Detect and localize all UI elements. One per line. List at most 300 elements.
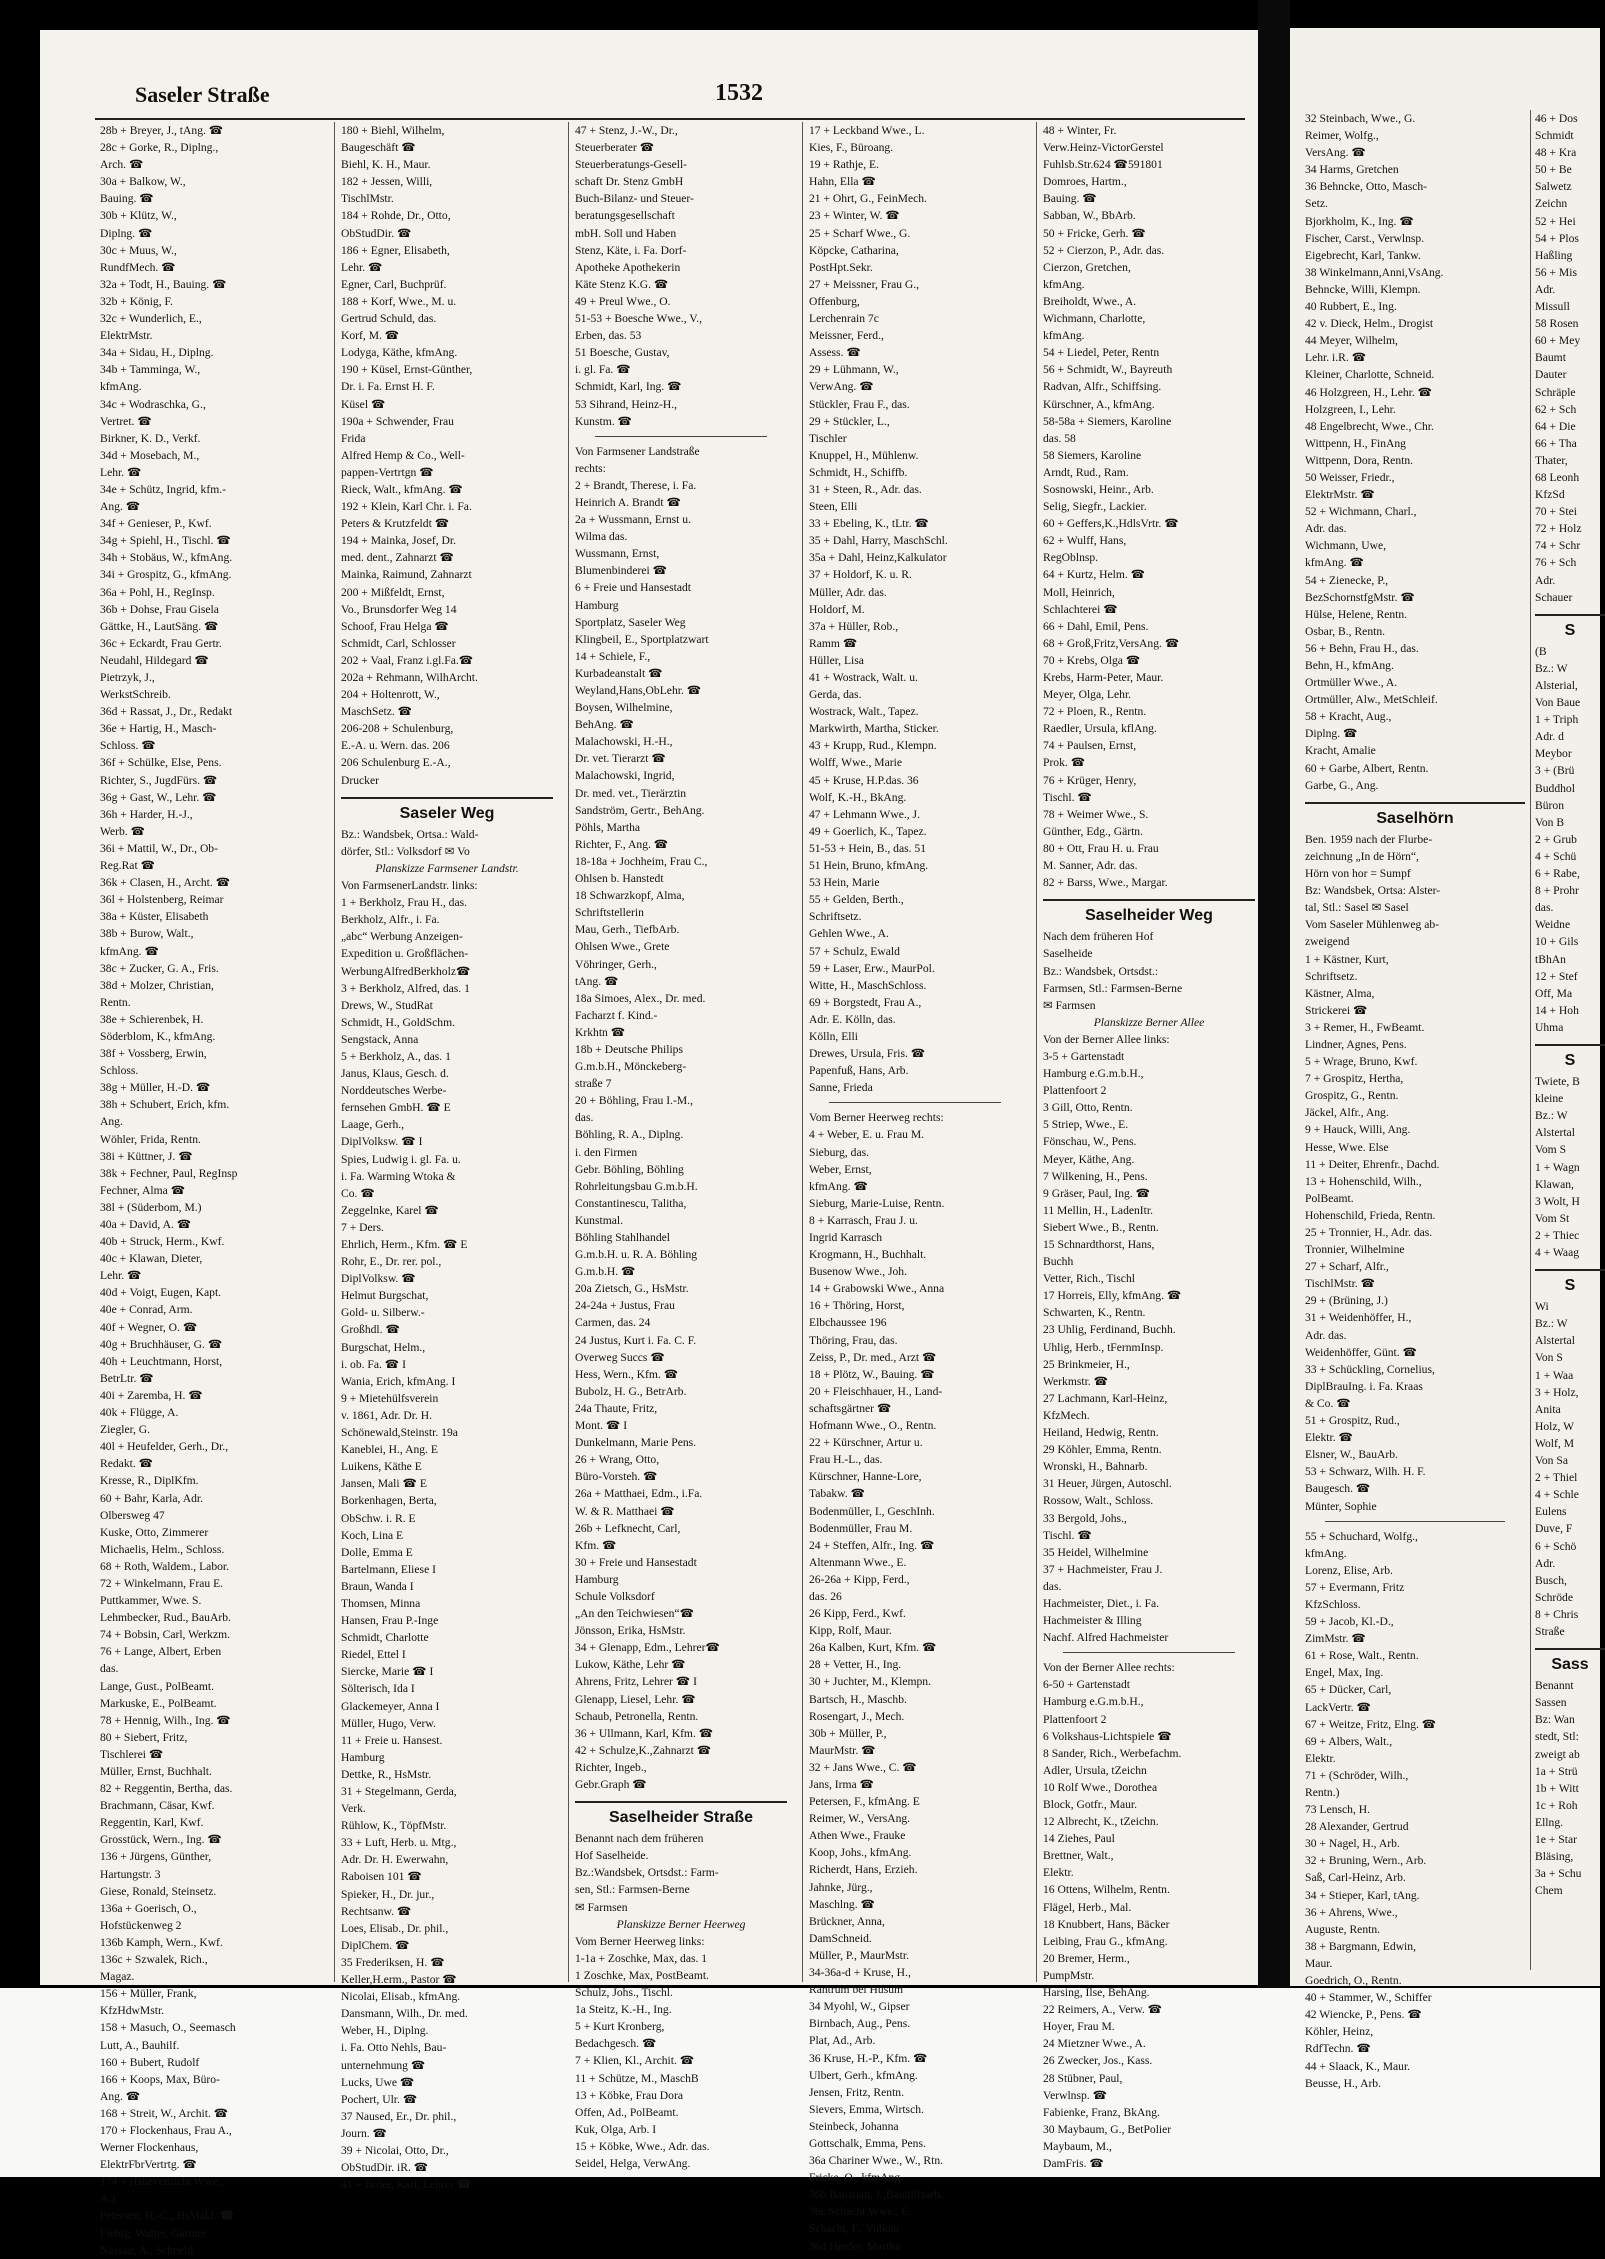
directory-entry: Mau, Gerh., TiefbArb. xyxy=(575,923,680,937)
directory-entry: Wilma das. xyxy=(575,530,628,544)
directory-entry: 36d Herder, Martha xyxy=(809,2239,901,2253)
directory-entry: 73 Lensch, H. xyxy=(1305,1803,1371,1817)
directory-entry: Schriftsetz. xyxy=(809,910,862,924)
directory-entry: Bz.: W xyxy=(1535,1109,1568,1123)
directory-entry: Maschlng. ☎ xyxy=(809,1897,875,1911)
directory-entry: 5 + Kurt Kronberg, xyxy=(575,2020,665,2034)
directory-entry: Jensen, Fritz, Rentn. xyxy=(809,2085,904,2099)
directory-entry: Schriftsetz. xyxy=(1305,969,1358,983)
directory-entry: 34g + Spiehl, H., Tischl. ☎ xyxy=(100,534,231,548)
directory-entry: Reimer, W., VersAng. xyxy=(809,1812,911,1826)
directory-entry: PumpMstr. xyxy=(1043,1968,1095,1982)
directory-entry: Ang. ☎ xyxy=(100,500,141,514)
directory-entry: 20a Zietsch, G., HsMstr. xyxy=(575,1282,689,1296)
directory-entry: Wronski, H., Bahnarb. xyxy=(1043,1460,1148,1474)
directory-entry: Behncke, Willi, Klempn. xyxy=(1305,282,1421,296)
directory-entry: 36k + Clasen, H., Archt. ☎ xyxy=(100,876,231,890)
directory-entry: Frau H.-L., das. xyxy=(809,1453,883,1467)
directory-entry: das. 26 xyxy=(809,1589,842,1603)
directory-entry: 23 Uhlig, Ferdinand, Buchh. xyxy=(1043,1323,1176,1337)
directory-entry: das. xyxy=(100,1662,119,1676)
directory-entry: 5 + Berkholz, A., das. 1 xyxy=(341,1049,451,1063)
directory-entry: Tronnier, Wilhelmine xyxy=(1305,1243,1405,1257)
directory-entry: 29 + Lühmann, W., xyxy=(809,363,899,377)
directory-entry: 10 Rolf Wwe., Dorothea xyxy=(1043,1780,1158,1794)
directory-entry: Pochert, Ulr. ☎ xyxy=(341,2092,418,2106)
directory-entry: BezSchornstfgMstr. ☎ xyxy=(1305,590,1415,604)
directory-entry: 68 + Roth, Waldem., Labor. xyxy=(100,1559,230,1573)
plan-sketch-note: Planskizze Farmsener Landstr. xyxy=(375,861,519,875)
directory-entry: Hamburg xyxy=(341,1750,385,1764)
directory-entry: Tischlerei ☎ xyxy=(100,1747,164,1761)
directory-entry: Laage, Gerh., xyxy=(341,1118,405,1132)
directory-entry: 136c + Szwalek, Rich., xyxy=(100,1953,208,1967)
directory-entry: 27 Lachmann, Karl-Heinz, xyxy=(1043,1391,1168,1405)
directory-entry: 74 + Schr xyxy=(1535,539,1581,553)
directory-entry: 26a + Matthaei, Edm., i.Fa. xyxy=(575,1487,703,1501)
directory-entry: 31 Heuer, Jürgen, Autoschl. xyxy=(1043,1477,1172,1491)
section-heading: S xyxy=(1535,1269,1605,1294)
directory-entry: 14 + Schiele, F., xyxy=(575,649,651,663)
directory-entry: Rentn. xyxy=(100,995,131,1009)
directory-entry: Von Farmsener Landstraße xyxy=(575,444,700,458)
directory-entry: G.m.b.H. u. R. A. Böhling xyxy=(575,1248,698,1262)
directory-entry: Domroes, Hartm., xyxy=(1043,175,1127,189)
directory-entry: 43 + Krupp, Rud., Klempn. xyxy=(809,739,937,753)
directory-entry: Wolf, M xyxy=(1535,1436,1574,1450)
directory-entry: Von B xyxy=(1535,815,1565,829)
directory-entry: 51 Hein, Bruno, kfmAng. xyxy=(809,859,929,873)
directory-entry: 3 Gill, Otto, Rentn. xyxy=(1043,1101,1133,1115)
directory-entry: Hachmeister & Illing xyxy=(1043,1614,1142,1628)
directory-entry: 28c + Gorke, R., Diplng., xyxy=(100,141,219,155)
directory-entry: 194 + Mainka, Josef, Dr. xyxy=(341,534,457,548)
directory-entry: stedt, Stl: xyxy=(1535,1730,1579,1744)
directory-entry: Apotheke Apothekerin xyxy=(575,260,681,274)
directory-entry: Bauing. ☎ xyxy=(1043,192,1097,206)
directory-entry: Puttkammer, Wwe. S. xyxy=(100,1594,202,1608)
directory-entry: 11 Mellin, H., LadenItr. xyxy=(1043,1203,1154,1217)
directory-entry: 160 + Bubert, Rudolf xyxy=(100,2055,200,2069)
directory-entry: 1 + Kästner, Kurt, xyxy=(1305,952,1389,966)
directory-entry: Fechner, Alma ☎ xyxy=(100,1183,186,1197)
directory-entry: Haßling xyxy=(1535,248,1573,262)
directory-entry: 36 Kruse, H.-P., Kfm. ☎ xyxy=(809,2051,928,2065)
directory-entry: 4 + Schle xyxy=(1535,1488,1579,1502)
directory-entry: 4 + Schü xyxy=(1535,849,1577,863)
directory-entry: Dr. med. vet., Tierärztin xyxy=(575,786,687,800)
directory-entry: Köpcke, Catharina, xyxy=(809,243,899,257)
directory-entry: 33 + Luft, Herb. u. Mtg., xyxy=(341,1836,457,1850)
directory-entry: Siebert Wwe., B., Rentn. xyxy=(1043,1220,1159,1234)
directory-entry: 18 + Plötz, W., Bauing. ☎ xyxy=(809,1367,935,1381)
directory-entry: 136a + Goerisch, O., xyxy=(100,1901,197,1915)
directory-entry: 1a Steitz, K.-H., Ing. xyxy=(575,2003,672,2017)
directory-entry: Maur. xyxy=(1305,1956,1333,1970)
directory-entry: Rieck, Walt., kfmAng. ☎ xyxy=(341,482,463,496)
directory-entry: das. 58 xyxy=(1043,431,1076,445)
directory-entry: 23 + Winter, W. ☎ xyxy=(809,209,900,223)
directory-entry: 62 + Sch xyxy=(1535,402,1577,416)
directory-entry: Thöring, Frau, das. xyxy=(809,1333,898,1347)
directory-entry: 34 + Stieper, Karl, tAng. xyxy=(1305,1888,1420,1902)
directory-entry: 62 + Wulff, Hans, xyxy=(1043,534,1127,548)
directory-entry: 33 Bergold, Johs., xyxy=(1043,1511,1127,1525)
directory-entry: G.m.b.H., Mönckeberg- xyxy=(575,1060,687,1074)
directory-entry: Meyer, Olga, Lehr. xyxy=(1043,688,1132,702)
directory-entry: Moll, Heinrich, xyxy=(1043,585,1115,599)
directory-entry: Schmidt, H., GoldSchm. xyxy=(341,1015,456,1029)
directory-entry: Sievers, Emma, Wirtsch. xyxy=(809,2102,924,2116)
directory-entry: 68 Leonh xyxy=(1535,470,1580,484)
directory-entry: 40l + Heufelder, Gerh., Dr., xyxy=(100,1440,229,1454)
directory-entry: 4 + Waag xyxy=(1535,1246,1580,1259)
directory-entry: Werner Flockenhaus, xyxy=(100,2141,199,2155)
directory-entry: Alstertal xyxy=(1535,1126,1575,1140)
directory-entry: Plat, Ad., Arb. xyxy=(809,2034,876,2048)
directory-entry: Lodyga, Käthe, kfmAng. xyxy=(341,346,458,360)
directory-entry: Uhlig, Herb., tFernmInsp. xyxy=(1043,1340,1164,1354)
directory-entry: 27 + Meissner, Frau G., xyxy=(809,277,920,291)
column-2 xyxy=(334,122,553,2192)
directory-entry: Adr. E. Kölln, das. xyxy=(809,1012,896,1026)
directory-entry: Meyer, Käthe, Ang. xyxy=(1043,1152,1135,1166)
directory-entry: 15 + Köbke, Wwe., Adr. das. xyxy=(575,2139,710,2153)
directory-entry: 20 + Böhling, Frau I.-M., xyxy=(575,1094,693,1108)
directory-entry: 20 + Fleischhauer, H., Land- xyxy=(809,1384,943,1398)
directory-entry: dörfer, Stl.: Volksdorf ✉ Vo xyxy=(341,844,470,858)
directory-entry: 18 Knubbert, Hans, Bäcker xyxy=(1043,1917,1170,1931)
directory-entry: Hansen, Frau P.-Inge xyxy=(341,1614,439,1628)
directory-entry: 27 + Scharf, Alfr., xyxy=(1305,1260,1389,1274)
directory-entry: 19 + Rathje, E. xyxy=(809,158,879,172)
directory-entry: Müller, Ernst, Buchhalt. xyxy=(100,1765,212,1778)
directory-entry: Assess. ☎ xyxy=(809,346,861,360)
directory-entry: 72 + Winkelmann, Frau E. xyxy=(100,1576,224,1590)
directory-entry: Jansen, Mali ☎ E xyxy=(341,1477,427,1491)
directory-entry: 32 Steinbach, Wwe., G. xyxy=(1305,112,1416,125)
divider xyxy=(829,1102,1001,1103)
directory-entry: 36c + Eckardt, Frau Gertr. xyxy=(100,636,222,650)
directory-entry: Gebr. Böhling, Böhling xyxy=(575,1162,684,1176)
directory-entry: Vöhringer, Gerh., xyxy=(575,957,657,971)
directory-entry: 35 Heidel, Wilhelmine xyxy=(1043,1545,1149,1559)
directory-entry: 36 Behncke, Otto, Masch- xyxy=(1305,180,1428,194)
directory-entry: 168 + Streit, W., Archit. ☎ xyxy=(100,2106,229,2120)
directory-entry: Koop, Johs., kfmAng. xyxy=(809,1846,912,1860)
directory-entry: Gehlen Wwe., A. xyxy=(809,927,889,941)
directory-entry: Hesse, Wwe. Else xyxy=(1305,1140,1389,1154)
directory-entry: G.m.b.H. ☎ xyxy=(575,1265,636,1279)
directory-entry: VerwAng. ☎ xyxy=(809,380,874,394)
directory-entry: Bubolz, H. G., BetrArb. xyxy=(575,1384,687,1398)
directory-entry: Tischler xyxy=(809,431,847,445)
directory-entry: 45 + Kruse, H.P.das. 36 xyxy=(809,773,919,787)
directory-entry: Kürschner, Hanne-Lore, xyxy=(809,1470,922,1484)
directory-entry: 52 + Wichmann, Charl., xyxy=(1305,505,1417,519)
directory-entry: KfzSd xyxy=(1535,488,1565,502)
directory-entry: kleine xyxy=(1535,1092,1564,1106)
directory-entry: Gebr.Graph ☎ xyxy=(575,1778,647,1791)
directory-entry: Lerchenrain 7c xyxy=(809,312,879,326)
directory-entry: 40d + Voigt, Eugen, Kapt. xyxy=(100,1286,222,1300)
directory-entry: Sassen xyxy=(1535,1696,1567,1710)
directory-entry: Arch. ☎ xyxy=(100,158,144,172)
directory-entry: Schloss. ☎ xyxy=(100,739,156,753)
directory-entry: Ziegler, G. xyxy=(100,1423,151,1437)
directory-entry: Keller,H.erm., Pastor ☎ xyxy=(341,1973,457,1987)
directory-entry: 186 + Egner, Elisabeth, xyxy=(341,243,450,257)
directory-entry: Weber, Ernst, xyxy=(809,1162,872,1176)
directory-entry: 36 + Ullmann, Karl, Kfm. ☎ xyxy=(575,1726,714,1740)
directory-entry: & Co. ☎ xyxy=(1305,1396,1351,1410)
directory-entry: 11 + Freie u. Hansest. xyxy=(341,1733,443,1747)
directory-entry: 40a + David, A. ☎ xyxy=(100,1218,192,1231)
directory-entry: 6 + Freie und Hansestadt xyxy=(575,581,692,595)
directory-entry: Helmut Burgschat, xyxy=(341,1289,429,1303)
directory-entry: Fischer, Carst., Verwlnsp. xyxy=(1305,231,1425,245)
directory-entry: 26b + Lefknecht, Carl, xyxy=(575,1521,681,1535)
directory-entry: Hohenschild, Frieda, Rentn. xyxy=(1305,1208,1436,1222)
directory-entry: 29 Köhler, Emma, Rentn. xyxy=(1043,1443,1162,1457)
directory-entry: 7 Wilkening, H., Pens. xyxy=(1043,1169,1148,1183)
directory-entry: 66 + Dahl, Emil, Pens. xyxy=(1043,619,1149,633)
directory-entry: 47 + Lehmann Wwe., J. xyxy=(809,807,920,821)
directory-entry: Journ. ☎ xyxy=(341,2126,388,2140)
directory-entry: Münter, Sophie xyxy=(1305,1499,1377,1513)
right-column-1 xyxy=(1305,110,1525,2090)
directory-entry: Adr. xyxy=(1535,573,1556,587)
directory-entry: Adr. xyxy=(1535,282,1556,296)
directory-entry: Schoof, Frau Helga ☎ xyxy=(341,619,449,633)
directory-entry: Grospitz, G., Rentn. xyxy=(1305,1089,1399,1103)
directory-entry: Hoyer, Frau M. xyxy=(1043,2020,1115,2034)
directory-entry: 11 + Schütze, M., MaschB xyxy=(575,2071,699,2085)
directory-entry: 59 + Jacob, Kl.-D., xyxy=(1305,1615,1394,1629)
directory-entry: 80 + Siebert, Fritz, xyxy=(100,1730,188,1744)
directory-entry: Behn, H., kfmAng. xyxy=(1305,659,1394,672)
directory-entry: 37a + Hüller, Rob., xyxy=(809,619,899,633)
directory-entry: Brettner, Walt., xyxy=(1043,1849,1114,1863)
directory-entry: 30c + Muus, W., xyxy=(100,243,177,257)
directory-entry: Ortmüller, Alw., MetSchleif. xyxy=(1305,693,1438,707)
directory-entry: 1c + Roh xyxy=(1535,1798,1578,1812)
directory-entry: Bz.: Wandsbek, Ortsdst.: xyxy=(1043,964,1159,978)
directory-entry: 192 + Klein, Karl Chr. i. Fa. xyxy=(341,500,472,514)
directory-entry: i. gl. Fa. ☎ xyxy=(575,363,631,377)
directory-entry: Rohr, E., Dr. rer. pol., xyxy=(341,1255,442,1269)
directory-entry: KfzMech. xyxy=(1043,1408,1090,1422)
directory-entry: kfmAng. ☎ xyxy=(100,944,159,958)
directory-entry: 26 Zwecker, Jos., Kass. xyxy=(1043,2054,1153,2068)
directory-entry: Lehr. ☎ xyxy=(100,1269,142,1283)
section-heading: S xyxy=(1535,1044,1605,1069)
directory-entry: Hofmann Wwe., O., Rentn. xyxy=(809,1419,937,1433)
directory-entry: 156 + Müller, Frank, xyxy=(100,1987,197,2001)
directory-entry: Heinrich A. Brandt ☎ xyxy=(575,495,681,509)
directory-entry: Lucks, Uwe ☎ xyxy=(341,2075,415,2089)
directory-entry: Twiete, B xyxy=(1535,1075,1580,1089)
directory-entry: ObSchw. i. R. E xyxy=(341,1511,416,1525)
directory-entry: Ang. xyxy=(100,1115,123,1129)
directory-entry: Frida xyxy=(341,431,366,445)
directory-entry: Klingbeil, E., Sportplatzwart xyxy=(575,632,709,646)
directory-entry: 200 + Mißfeldt, Ernst, xyxy=(341,585,445,599)
directory-entry: Goedrich, O., Rentn. xyxy=(1305,1974,1402,1988)
directory-entry: Seidel, Helga, VerwAng. xyxy=(575,2156,691,2170)
directory-entry: Hörn von hor = Sumpf xyxy=(1305,867,1411,881)
directory-entry: 36b Baustian, J.,Bauhilfsarb. xyxy=(809,2188,943,2202)
directory-entry: Olbersweg 47 xyxy=(100,1508,165,1522)
directory-entry: Glenapp, Liesel, Lehr. ☎ xyxy=(575,1692,696,1706)
directory-entry: 9 + Mietehülfsverein xyxy=(341,1391,439,1405)
directory-entry: Richerdt, Hans, Erzieh. xyxy=(809,1863,918,1877)
directory-entry: Lehr. ☎ xyxy=(100,465,142,479)
directory-entry: Bedachgesch. ☎ xyxy=(575,2037,657,2051)
directory-entry: Dolle, Emma E xyxy=(341,1545,413,1559)
directory-entry: ZimMstr. ☎ xyxy=(1305,1632,1366,1646)
directory-entry: Söderblom, K., kfmAng. xyxy=(100,1029,216,1043)
directory-entry: 38h + Schubert, Erich, kfm. xyxy=(100,1098,230,1112)
directory-entry: 170 + Flockenhaus, Frau A., xyxy=(100,2123,232,2137)
directory-entry: Sengstack, Anna xyxy=(341,1032,419,1046)
directory-entry: 36g + Gast, W., Lehr. ☎ xyxy=(100,790,217,804)
directory-entry: 29 + (Brüning, J.) xyxy=(1305,1294,1388,1308)
directory-entry: Bodenmüller, I., GeschInh. xyxy=(809,1504,935,1518)
directory-entry: 2 + Thiec xyxy=(1535,1228,1580,1242)
directory-entry: 14 + Grabowski Wwe., Anna xyxy=(809,1282,945,1296)
directory-entry: Holz, W xyxy=(1535,1419,1575,1433)
directory-entry: 166 + Koops, Max, Büro- xyxy=(100,2072,220,2086)
directory-entry: Sölterisch, Ida I xyxy=(341,1682,415,1696)
directory-entry: Schmidt xyxy=(1535,129,1574,143)
directory-entry: Ramm ☎ xyxy=(809,636,858,650)
directory-entry: 42 v. Dieck, Helm., Drogist xyxy=(1305,317,1434,331)
directory-entry: rechts: xyxy=(575,461,606,475)
directory-entry: Ang. ☎ xyxy=(100,2089,141,2103)
directory-entry: 32 + Jans Wwe., C. ☎ xyxy=(809,1760,917,1774)
directory-entry: MaschSetz. ☎ xyxy=(341,705,413,719)
directory-entry: Block, Gotfr., Maur. xyxy=(1043,1798,1138,1811)
directory-entry: Kunstmal. xyxy=(575,1213,623,1227)
directory-entry: Constantinescu, Talitha, xyxy=(575,1196,687,1210)
directory-entry: Verk. xyxy=(341,1802,366,1816)
directory-entry: 47 + Stenz, J.-W., Dr., xyxy=(575,124,678,137)
directory-entry: Werb. ☎ xyxy=(100,824,146,838)
directory-entry: Glackemeyer, Anna I xyxy=(341,1699,440,1713)
directory-entry: Krogmann, H., Buchhalt. xyxy=(809,1248,927,1262)
directory-entry: Sosnowski, Heinr., Arb. xyxy=(1043,482,1154,496)
directory-entry: 6 + Schö xyxy=(1535,1539,1577,1553)
directory-entry: ✉ Farmsen xyxy=(1043,998,1096,1012)
directory-entry: Egner, Carl, Buchprüf. xyxy=(341,277,447,291)
directory-entry: Alsterial, xyxy=(1535,679,1578,692)
directory-entry: Burgschat, Helm., xyxy=(341,1340,426,1354)
directory-entry: Brachmann, Cäsar, Kwf. xyxy=(100,1799,215,1813)
directory-entry: Raedler, Ursula, kflAng. xyxy=(1043,722,1157,736)
directory-entry: 51 Boesche, Gustav, xyxy=(575,346,670,360)
directory-entry: Großhdl. ☎ xyxy=(341,1323,400,1337)
directory-entry: 184 + Rohde, Dr., Otto, xyxy=(341,209,451,223)
directory-entry: Steinbeck, Johanna xyxy=(809,2119,899,2133)
directory-entry: 55 + Schuchard, Wolfg., xyxy=(1305,1529,1418,1543)
directory-entry: Busch, xyxy=(1535,1573,1567,1587)
directory-entry: 1 + Berkholz, Frau H., das. xyxy=(341,896,467,910)
directory-entry: 59 + Laser, Erw., MaurPol. xyxy=(809,961,935,975)
directory-entry: Elektr. xyxy=(1043,1866,1074,1880)
directory-entry: v. 1861, Adr. Dr. H. xyxy=(341,1408,433,1422)
directory-entry: 1 + Wagn xyxy=(1535,1160,1580,1174)
directory-entry: Weidenhöffer, Günt. ☎ xyxy=(1305,1345,1417,1359)
directory-entry: Vertret. ☎ xyxy=(100,414,152,428)
directory-entry: 74 + Paulsen, Ernst, xyxy=(1043,739,1137,753)
directory-entry: Bz: Wan xyxy=(1535,1713,1575,1727)
directory-entry: 4 + Weber, E. u. Frau M. xyxy=(809,1128,925,1142)
directory-entry: 50 + Fricke, Gerh. ☎ xyxy=(1043,226,1146,240)
directory-entry: Elsner, W., BauArb. xyxy=(1305,1448,1398,1462)
directory-entry: 38 Winkelmann,Anni,VsAng. xyxy=(1305,265,1444,279)
directory-entry: 38 + Bargmann, Edwin, xyxy=(1305,1939,1416,1953)
directory-entry: Fönschau, W., Pens. xyxy=(1043,1135,1137,1149)
directory-entry: Weyland,Hans,ObLehr. ☎ xyxy=(575,684,702,697)
directory-entry: Ohlsen Wwe., Grete xyxy=(575,940,670,954)
directory-entry: Diplng. ☎ xyxy=(1305,727,1358,741)
directory-entry: 56 + Schmidt, W., Bayreuth xyxy=(1043,363,1173,377)
directory-entry: Böhling Stahlhandel xyxy=(575,1231,670,1244)
directory-entry: 72 + Holz xyxy=(1535,522,1582,536)
directory-entry: Kölln, Elli xyxy=(809,1029,858,1043)
directory-entry: 30b + Klütz, W., xyxy=(100,209,177,223)
directory-entry: Gottschalk, Emma, Pens. xyxy=(809,2136,926,2150)
directory-entry: Ahrens, Fritz, Lehrer ☎ I xyxy=(575,1675,697,1689)
directory-entry: (B xyxy=(1535,644,1547,658)
directory-entry: 46 Holzgreen, H., Lehr. ☎ xyxy=(1305,385,1433,399)
directory-entry: 31 + Weidenhöffer, H., xyxy=(1305,1311,1412,1325)
directory-entry: pappen-Vertrtgn ☎ xyxy=(341,465,434,479)
directory-entry: Gerda, das. xyxy=(809,688,862,702)
directory-entry: Magaz. xyxy=(100,1970,135,1984)
directory-entry: Berkholz, Alfr., i. Fa. xyxy=(341,913,440,927)
directory-entry: Bartsch, H., Maschb. xyxy=(809,1692,907,1706)
directory-entry: 7 + Klien, Kl., Archit. ☎ xyxy=(575,2054,695,2068)
directory-entry: 34f + Genieser, P., Kwf. xyxy=(100,517,212,531)
directory-entry: Sabban, W., BbArb. xyxy=(1043,209,1136,223)
directory-entry: 18a Simoes, Alex., Dr. med. xyxy=(575,991,706,1005)
directory-entry: Verw.Heinz-VictorGerstel xyxy=(1043,141,1164,155)
directory-entry: Kurbadeanstalt ☎ xyxy=(575,666,663,680)
directory-entry: Petersen, H.-C., HsMakl. ☎ xyxy=(100,2209,235,2223)
section-heading: Saselheider Weg xyxy=(1043,899,1255,924)
street-title: Saseler Straße xyxy=(135,82,270,107)
directory-entry: tBhAn xyxy=(1535,952,1566,966)
directory-entry: 51-53 + Boesche Wwe., V., xyxy=(575,312,702,326)
directory-entry: Radvan, Alfr., Schiffsing. xyxy=(1043,380,1162,394)
directory-entry: 11 + Deiter, Ehrenfr., Dachd. xyxy=(1305,1157,1440,1171)
directory-entry: Janus, Klaus, Gesch. d. xyxy=(341,1067,449,1081)
directory-entry: Krebs, Harm-Peter, Maur. xyxy=(1043,671,1164,684)
directory-entry: 188 + Korf, Wwe., M. u. xyxy=(341,294,457,308)
directory-entry: Flägel, Herb., Mal. xyxy=(1043,1900,1132,1914)
directory-entry: 57 + Evermann, Fritz xyxy=(1305,1580,1405,1594)
directory-entry: 9 + Hauck, Willi, Ang. xyxy=(1305,1123,1411,1137)
directory-entry: 174 + (Blievernicht Wwe., xyxy=(100,2175,224,2189)
directory-entry: 56 + Behn, Frau H., das. xyxy=(1305,641,1419,655)
directory-entry: 30 + Juchter, M., Klempn. xyxy=(809,1675,931,1689)
directory-entry: Nachf. Alfred Hachmeister xyxy=(1043,1631,1169,1645)
directory-entry: 38e + Schierenbek, H. xyxy=(100,1012,204,1026)
directory-entry: Schulz, Johs., Tischl. xyxy=(575,1986,673,2000)
directory-entry: Bauing. ☎ xyxy=(100,192,154,206)
